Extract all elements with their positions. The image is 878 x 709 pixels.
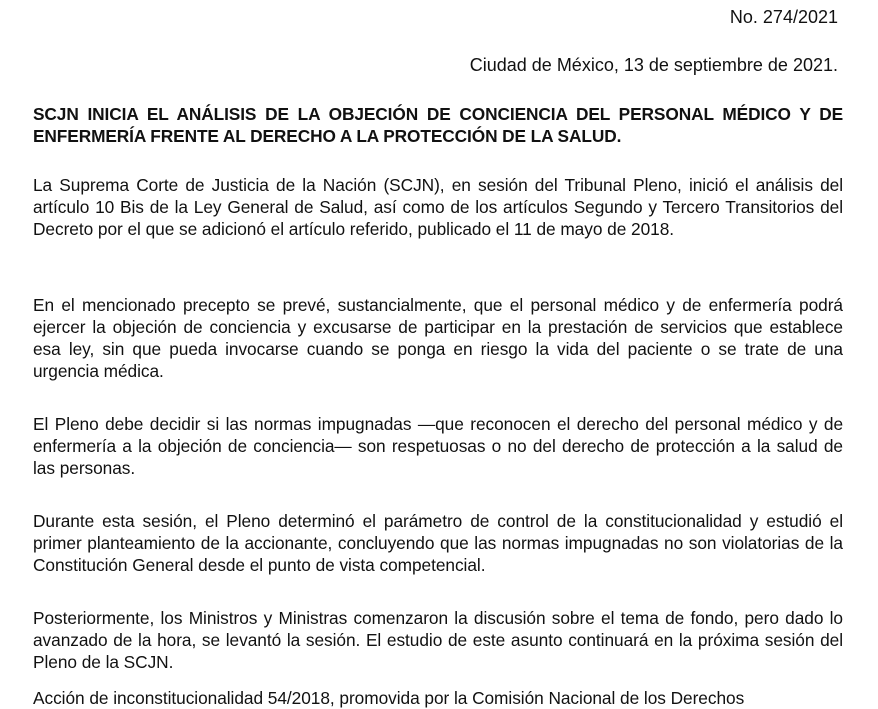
paragraph: Posteriormente, los Ministros y Ministras comenzaron la discusión sobre el tema de fondo, pero dado lo avanzado de la hora, se levantó la sesión. El estudio de este asunto continuará en la próxima sesión del Pleno de la SCJN. bbox=[33, 608, 843, 672]
paragraph: En el mencionado precepto se prevé, sustancialmente, que el personal médico y de enfermería podrá ejercer la objeción de conciencia y excusarse de participar en la prestación de servicios que establece esa ley, sin que pueda invocarse cuando se ponga en riesgo la vida del paciente o se trate de una urgencia médica. bbox=[33, 295, 843, 381]
paragraph: El Pleno debe decidir si las normas impugnadas —que reconocen el derecho del personal médico y de enfermería a la objeción de conciencia— son respetuosas o no del derecho de protección a la salud de las personas. bbox=[33, 414, 843, 478]
paragraph: Durante esta sesión, el Pleno determinó el parámetro de control de la constitucionalidad y estudió el primer planteamiento de la accionante, concluyendo que las normas impugnadas no son violatorias de la Constitución General desde el punto de vista competencial. bbox=[33, 511, 843, 575]
paragraph-partial: Acción de inconstitucionalidad 54/2018, promovida por la Comisión Nacional de los Derechos bbox=[33, 688, 745, 708]
release-title: SCJN INICIA EL ANÁLISIS DE LA OBJECIÓN DE CONCIENCIA DEL PERSONAL MÉDICO Y DE ENFERMERÍA FRENTE AL DERECHO A LA PROTECCIÓN DE LA SALUD. bbox=[33, 104, 843, 146]
place-date: Ciudad de México, 13 de septiembre de 2021. bbox=[469, 55, 838, 75]
release-number: No. 274/2021 bbox=[729, 7, 838, 27]
paragraph: La Suprema Corte de Justicia de la Nación (SCJN), en sesión del Tribunal Pleno, inició el análisis del artículo 10 Bis de la Ley General de Salud, así como de los artículos Segundo y Tercero Transitorios del Decreto por el que se adicionó el artículo referido, publicado el 11 de mayo de 2018. bbox=[33, 175, 843, 239]
